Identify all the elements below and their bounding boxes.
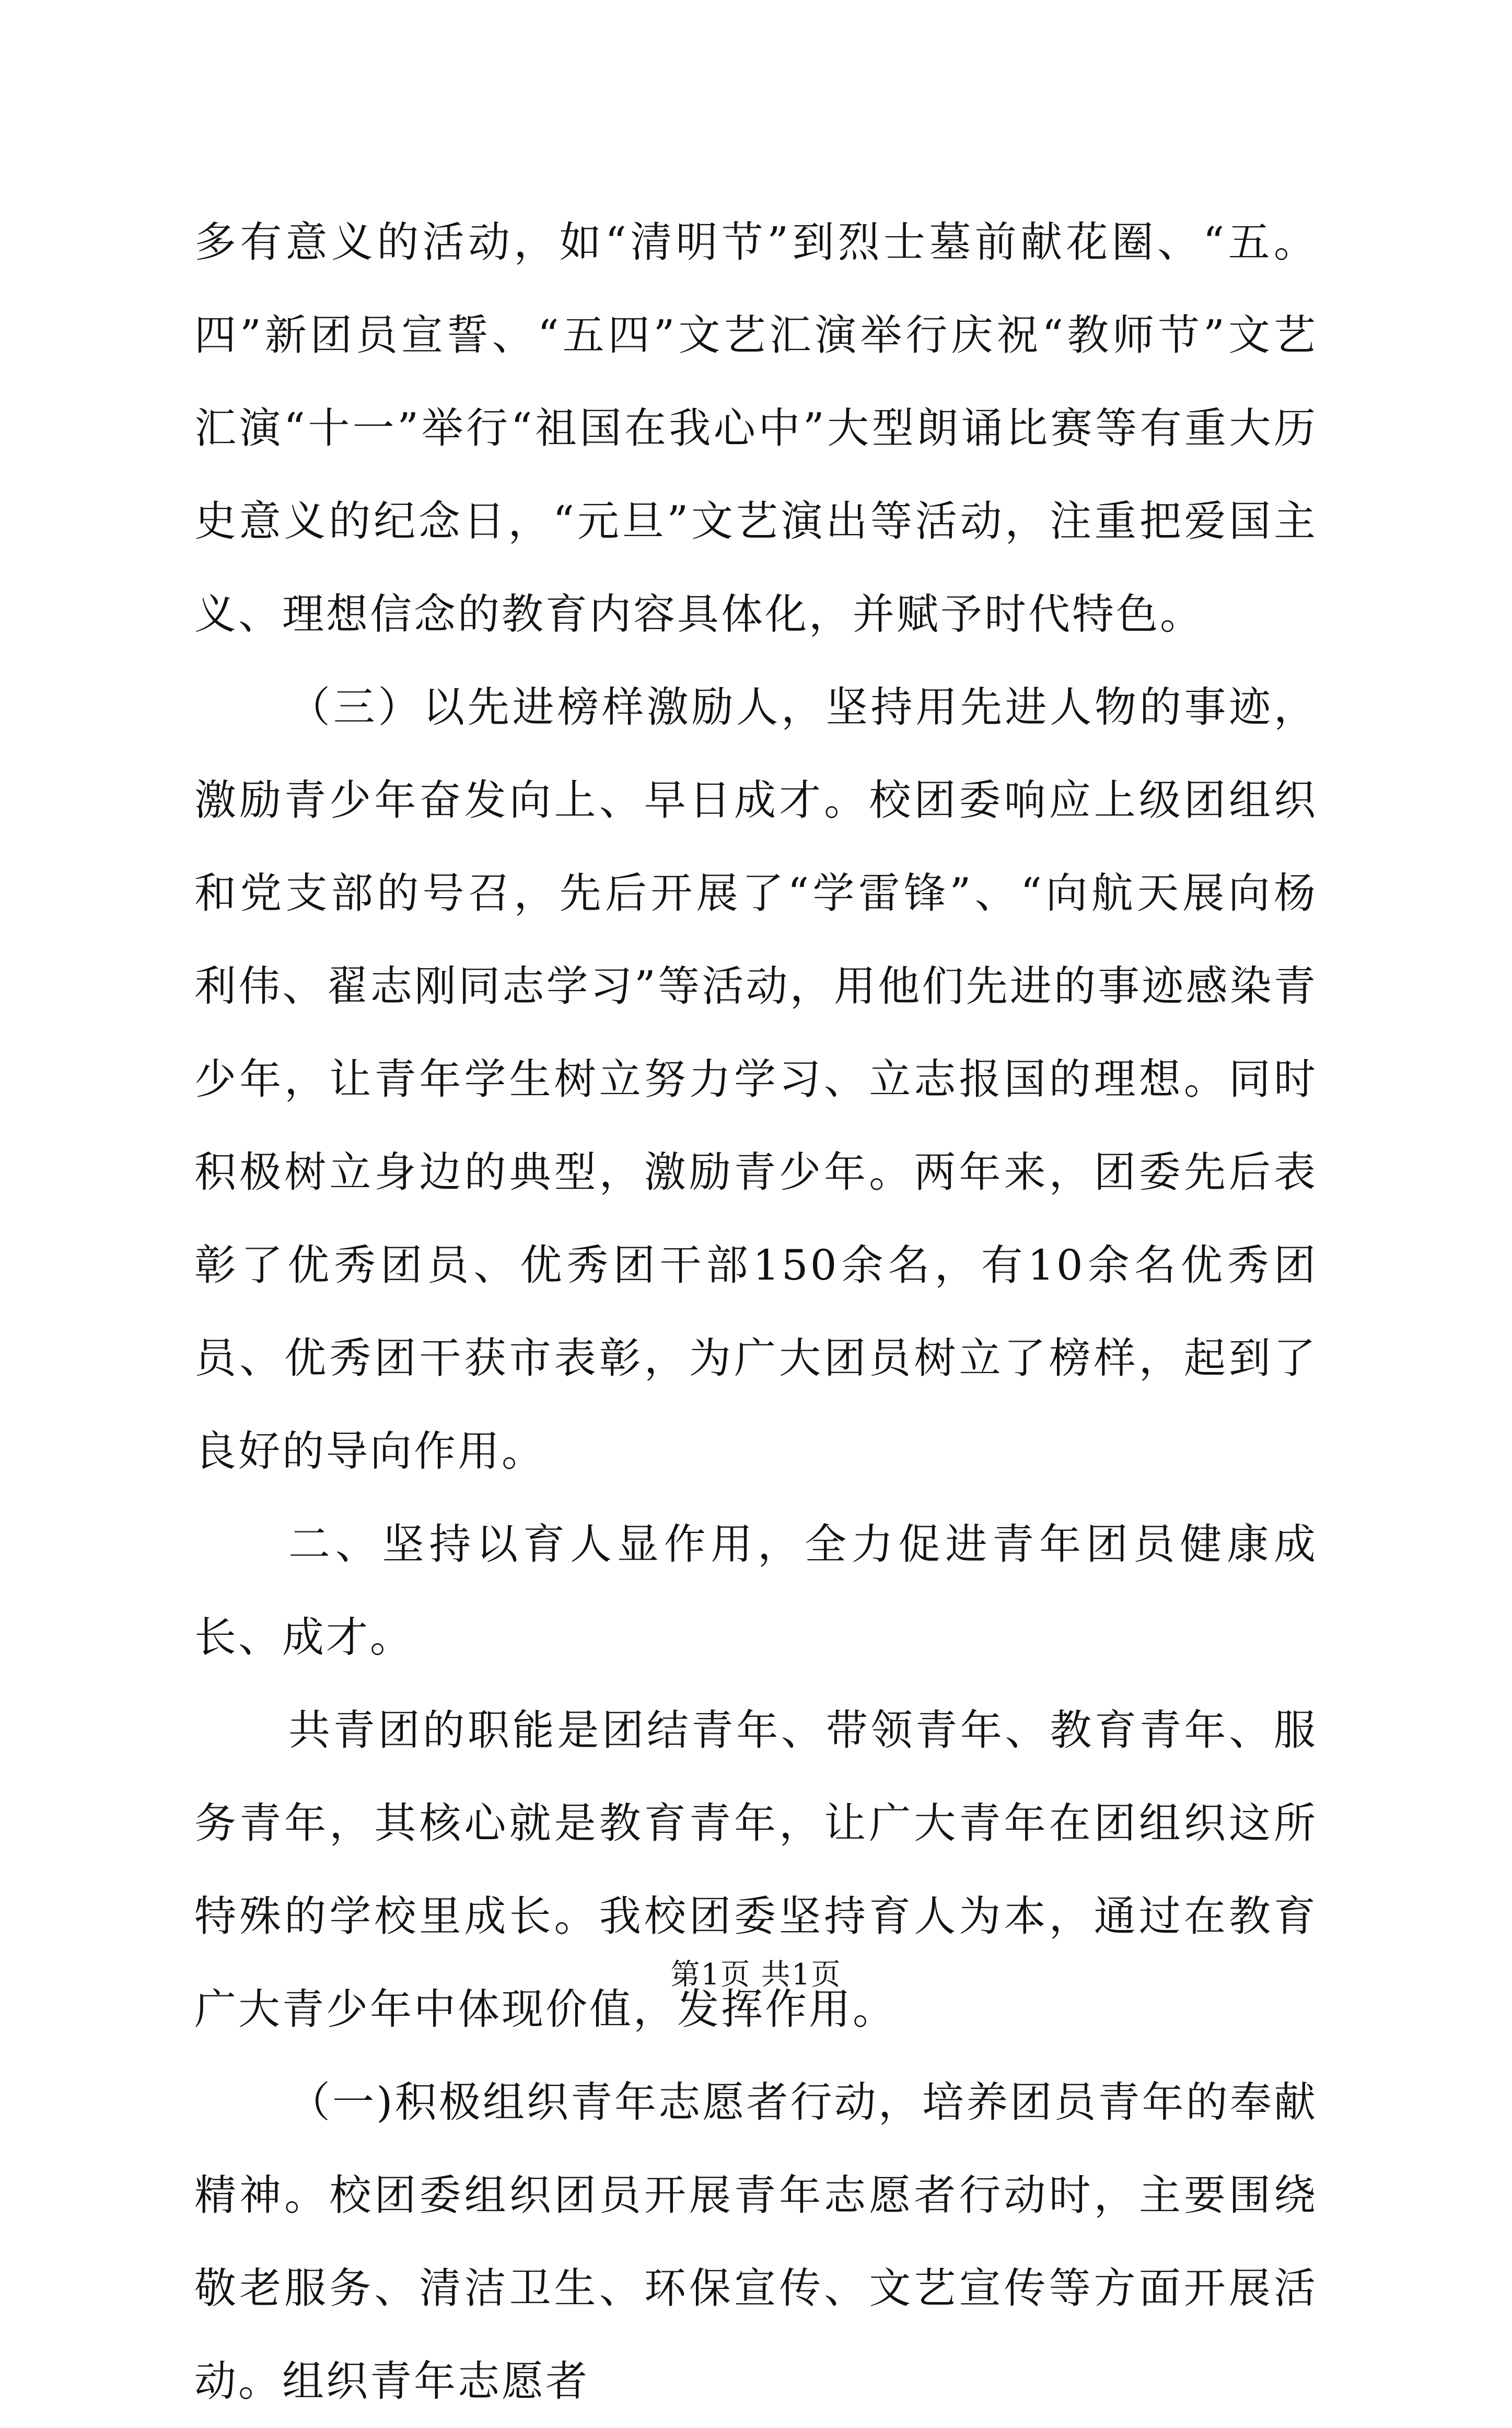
- paragraph-continuation: 多有意义的活动，如“清明节”到烈士墓前献花圈、“五。四”新团员宣誓、“五四”文艺汇演举行庆祝“教师节”文艺汇演“十一”举行“祖国在我心中”大型朗诵比赛等有重大历史意义的纪念日，“元旦”文艺演出等活动，注重把爱国主义、理想信念的教育内容具体化，并赋予时代特色。: [194, 218, 1318, 638]
- heading-part-2: 二、坚持以育人显作用，全力促进青年团员健康成长、成才。: [194, 1520, 1318, 1662]
- paragraph-youth-league-role: 共青团的职能是团结青年、带领青年、教育青年、服务青年，其核心就是教育青年，让广大青年在团组织这所特殊的学校里成长。我校团委坚持育人为本，通过在教育广大青少年中体现价值，发挥作用。: [194, 1706, 1318, 2034]
- page-footer: 第1页 共1页: [670, 1958, 842, 1992]
- document-body: [194, 196, 1318, 2428]
- paragraph-section-1-volunteers: （一)积极组织青年志愿者行动，培养团员青年的奉献精神。校团委组织团员开展青年志愿者行动时，主要围绕敬老服务、清洁卫生、环保宣传、文艺宣传等方面开展活动。组织青年志愿者: [194, 2078, 1318, 2406]
- paragraph-section-3: （三）以先进榜样激励人，坚持用先进人物的事迹，激励青少年奋发向上、早日成才。校团委响应上级团组织和党支部的号召，先后开展了“学雷锋”、“向航天展向杨利伟、翟志刚同志学习”等活动，用他们先进的事迹感染青少年，让青年学生树立努力学习、立志报国的理想。同时积极树立身边的典型，激励青少年。两年来，团委先后表彰了优秀团员、优秀团干部150余名，有10余名优秀团员、优秀团干获市表彰，为广大团员树立了榜样，起到了良好的导向作用。: [194, 683, 1318, 1476]
